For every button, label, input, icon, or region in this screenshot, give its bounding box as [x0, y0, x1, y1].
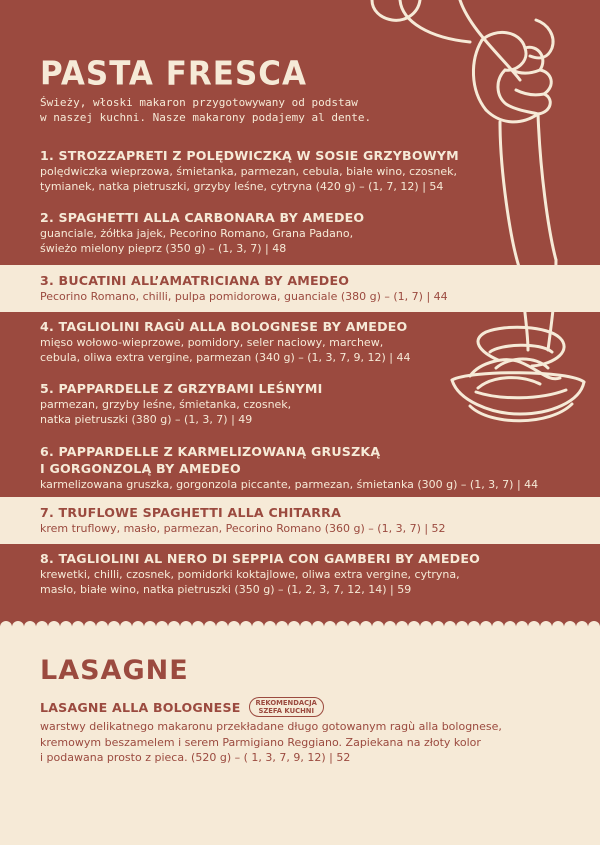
menu-item-desc: parmezan, grzyby leśne, śmietanka, czosnek,: [40, 398, 292, 411]
desc-line: i podawana prosto z pieca. (520 g) – ( 1, 3, 7, 9, 12) | 52: [40, 751, 351, 764]
menu-item-name: 2. SPAGHETTI ALLA CARBONARA BY AMEDEO: [40, 210, 365, 225]
menu-item-desc: natka pietruszki (380 g) – (1, 3, 7) | 49: [40, 413, 253, 426]
menu-item-desc: krem truflowy, masło, parmezan, Pecorino Romano (360 g) – (1, 3, 7) | 52: [40, 522, 446, 535]
menu-item: [40, 272, 570, 304]
menu-item-name: I GORGONZOLĄ BY AMEDEO: [40, 461, 241, 476]
menu-item-desc: karmelizowana gruszka, gorgonzola piccante, parmezan, śmietanka (300 g) – (1, 3, 7) | 44: [40, 478, 539, 491]
menu-item-name: 5. PAPPARDELLE Z GRZYBAMI LEŚNYMI: [40, 381, 323, 396]
menu-item-name: 1. STROZZAPRETI Z POLĘDWICZKĄ W SOSIE GRZYBOWYM: [40, 148, 459, 163]
menu-item-desc: tymianek, natka pietruszki, grzyby leśne, cytryna (420 g) – (1, 7, 12) | 54: [40, 180, 444, 193]
menu-item-desc: mięso wołowo-wieprzowe, pomidory, seler naciowy, marchew,: [40, 336, 384, 349]
chef-recommendation-badge: [249, 697, 324, 717]
menu-item: [40, 697, 570, 766]
menu-item-name: 8. TAGLIOLINI AL NERO DI SEPPIA CON GAMBERI BY AMEDEO: [40, 551, 481, 566]
menu-item-desc: Pecorino Romano, chilli, pulpa pomidorowa, guanciale (380 g) – (1, 7) | 44: [40, 290, 448, 303]
menu-item-desc: świeżo mielony pieprz (350 g) – (1, 3, 7) | 48: [40, 242, 287, 255]
menu-item-desc: polędwiczka wieprzowa, śmietanka, parmezan, cebula, białe wino, czosnek,: [40, 165, 457, 178]
menu-item: [40, 504, 570, 536]
intro-text: [40, 95, 440, 125]
section-title: LASAGNE: [40, 655, 189, 686]
desc-line: warstwy delikatnego makaronu przekładane długo gotowanym ragù alla bolognese,: [40, 720, 502, 733]
intro-line: Świeży, włoski makaron przygotowywany od podstaw: [40, 96, 358, 109]
menu-item-desc: guanciale, żółtka jajek, Pecorino Romano, Grana Padano,: [40, 227, 354, 240]
menu-item: [40, 443, 570, 492]
menu-item-name: LASAGNE ALLA BOLOGNESE: [40, 699, 241, 715]
page-title: PASTA FRESCA: [40, 55, 308, 93]
menu-item-name: 7. TRUFLOWE SPAGHETTI ALLA CHITARRA: [40, 505, 342, 520]
menu-item-name: 6. PAPPARDELLE Z KARMELIZOWANĄ GRUSZKĄ: [40, 444, 381, 459]
menu-item-desc: [40, 719, 570, 766]
menu-item-desc: krewetki, chilli, czosnek, pomidorki koktajlowe, oliwa extra vergine, cytryna,: [40, 568, 460, 581]
wavy-edge: [0, 614, 600, 640]
menu-item-head: [40, 697, 570, 717]
menu-item: [40, 318, 570, 365]
badge-line: SZEFA KUCHNI: [258, 707, 314, 715]
menu-item: [40, 380, 570, 427]
badge-line: REKOMENDACJA: [255, 699, 317, 707]
intro-line: w naszej kuchni. Nasze makarony podajemy al dente.: [40, 111, 372, 124]
menu-item: [40, 147, 570, 194]
menu-item: [40, 209, 570, 256]
menu-item-name: 3. BUCATINI ALL’AMATRICIANA BY AMEDEO: [40, 273, 350, 288]
desc-line: kremowym beszamelem i serem Parmigiano Reggiano. Zapiekana na złoty kolor: [40, 735, 481, 749]
menu-item: [40, 550, 570, 597]
menu-item-desc: cebula, oliwa extra vergine, parmezan (340 g) – (1, 3, 7, 9, 12) | 44: [40, 351, 411, 364]
menu-item-name: 4. TAGLIOLINI RAGÙ ALLA BOLOGNESE BY AMEDEO: [40, 319, 408, 334]
menu-item-desc: masło, białe wino, natka pietruszki (350 g) – (1, 2, 3, 7, 12, 14) | 59: [40, 583, 412, 596]
